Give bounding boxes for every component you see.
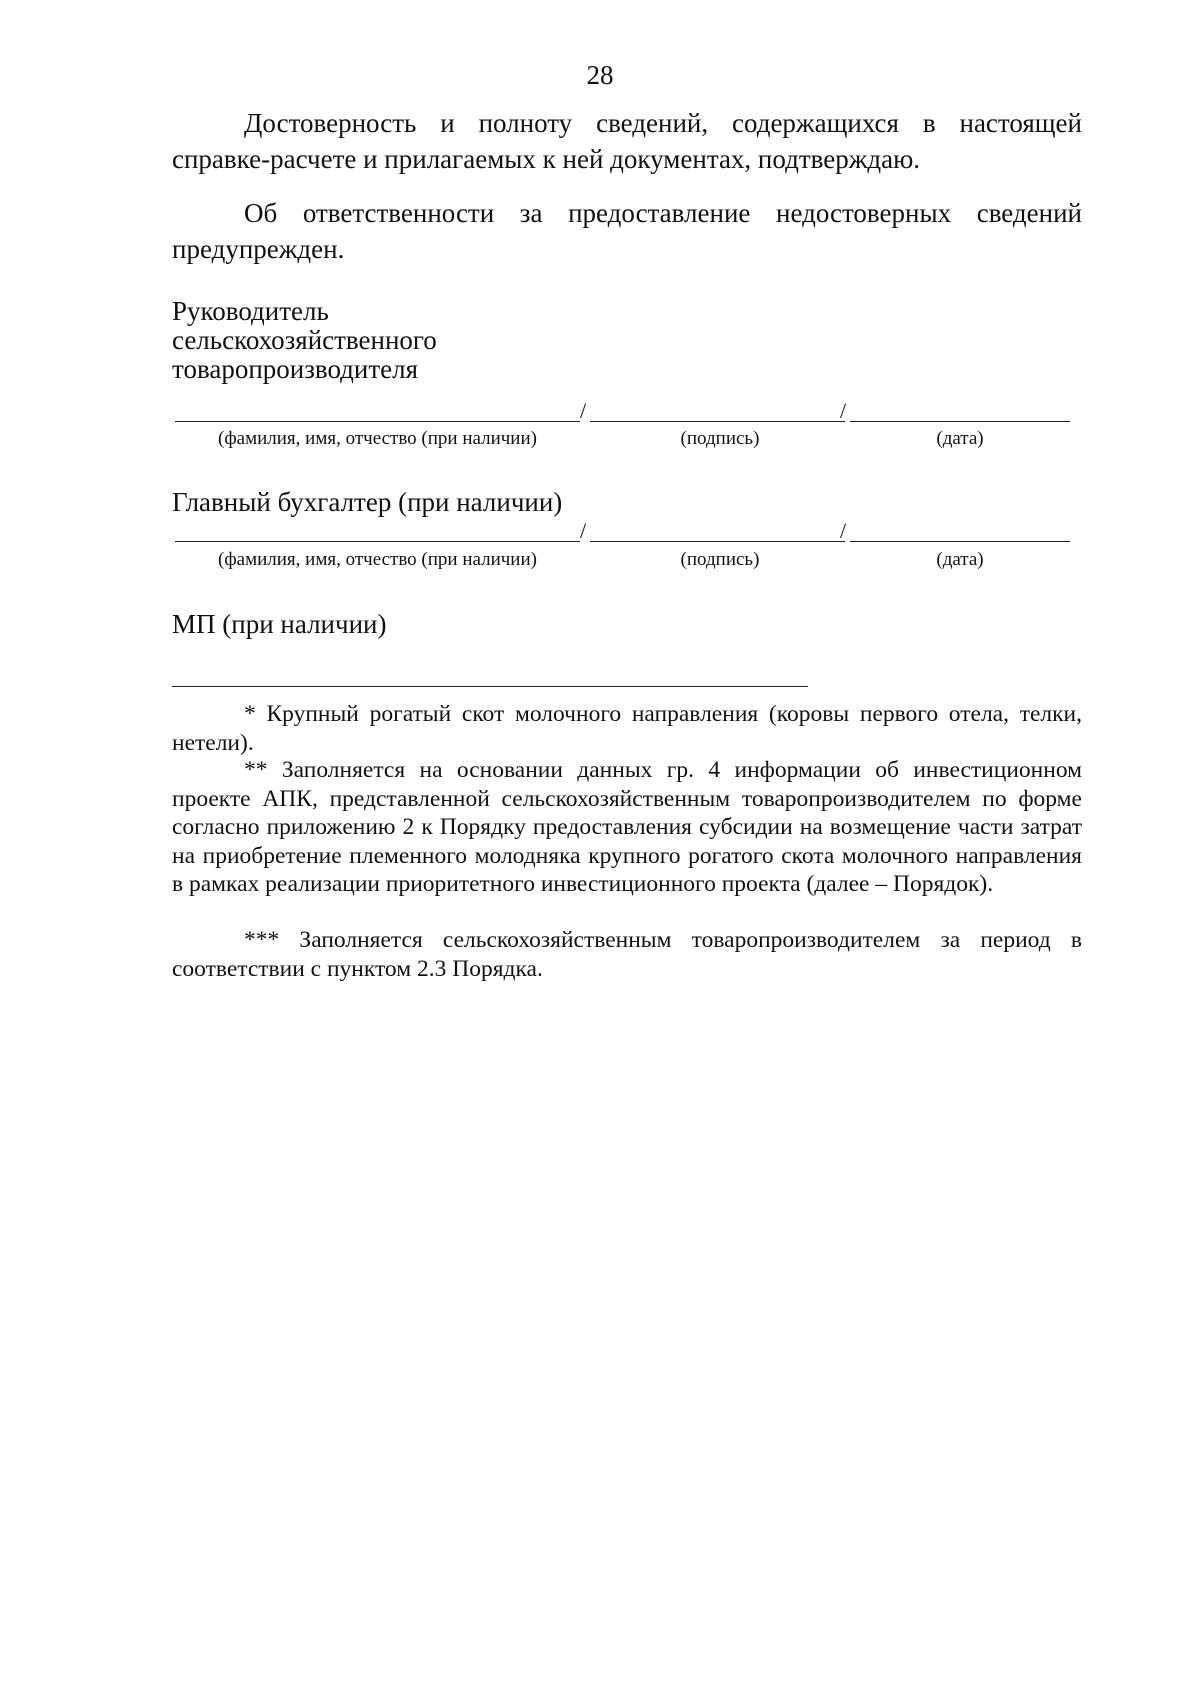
head-label-line: товаропроизводителя (172, 354, 419, 384)
accountant-date-field[interactable] (850, 541, 1070, 542)
head-date-field[interactable] (850, 421, 1070, 422)
head-label-line: сельскохозяйственного (172, 325, 437, 355)
accountant-label: Главный бухгалтер (при наличии) (172, 487, 563, 517)
date-caption: (дата) (936, 428, 984, 449)
date-caption: (дата) (936, 549, 984, 570)
signature-caption: (подпись) (680, 549, 760, 570)
head-signature-row (175, 398, 1070, 422)
head-name-field[interactable] (175, 421, 580, 422)
page-number: 28 (586, 60, 614, 90)
seal-label: МП (при наличии) (172, 609, 387, 639)
footnote-2: ** Заполняется на основании данных гр. 4 информации об инвестиционном проекте АПК, представленной сельскохозяйственным товаропроизводителем по форме согласно приложению 2 к Порядку предоставления субсидии на возмещение части затрат на приобретение племенного молодняка крупного рогатого скота молочного направления в рамках реализации приоритетного инвестиционного проекта (далее – Порядок). (172, 757, 1082, 897)
separator-slash: / (840, 398, 847, 423)
head-label (172, 297, 437, 384)
separator-slash: / (840, 518, 847, 543)
footnote-3: *** Заполняется сельскохозяйственным товаропроизводителем за период в соответствии с пунктом 2.3 Порядка. (172, 927, 1082, 982)
accountant-signature-row (175, 518, 1070, 542)
head-signature-field[interactable] (590, 421, 845, 422)
head-label-line: Руководитель (172, 296, 329, 326)
signature-caption: (подпись) (680, 428, 760, 449)
accountant-name-field[interactable] (175, 541, 580, 542)
name-caption: (фамилия, имя, отчество (при наличии) (218, 428, 537, 449)
accountant-signature-field[interactable] (590, 541, 845, 542)
confirmation-paragraph: Достоверность и полноту сведений, содержащихся в настоящей справке-расчете и прилагаемых к ней документах, подтверждаю. (172, 108, 1082, 174)
responsibility-paragraph: Об ответственности за предоставление недостоверных сведений предупрежден. (172, 198, 1082, 264)
name-caption: (фамилия, имя, отчество (при наличии) (218, 549, 537, 570)
footnote-1: * Крупный рогатый скот молочного направления (коровы первого отела, телки, нетели). (172, 701, 1082, 756)
separator-slash: / (580, 518, 587, 543)
footnote-separator (172, 686, 808, 687)
separator-slash: / (580, 398, 587, 423)
